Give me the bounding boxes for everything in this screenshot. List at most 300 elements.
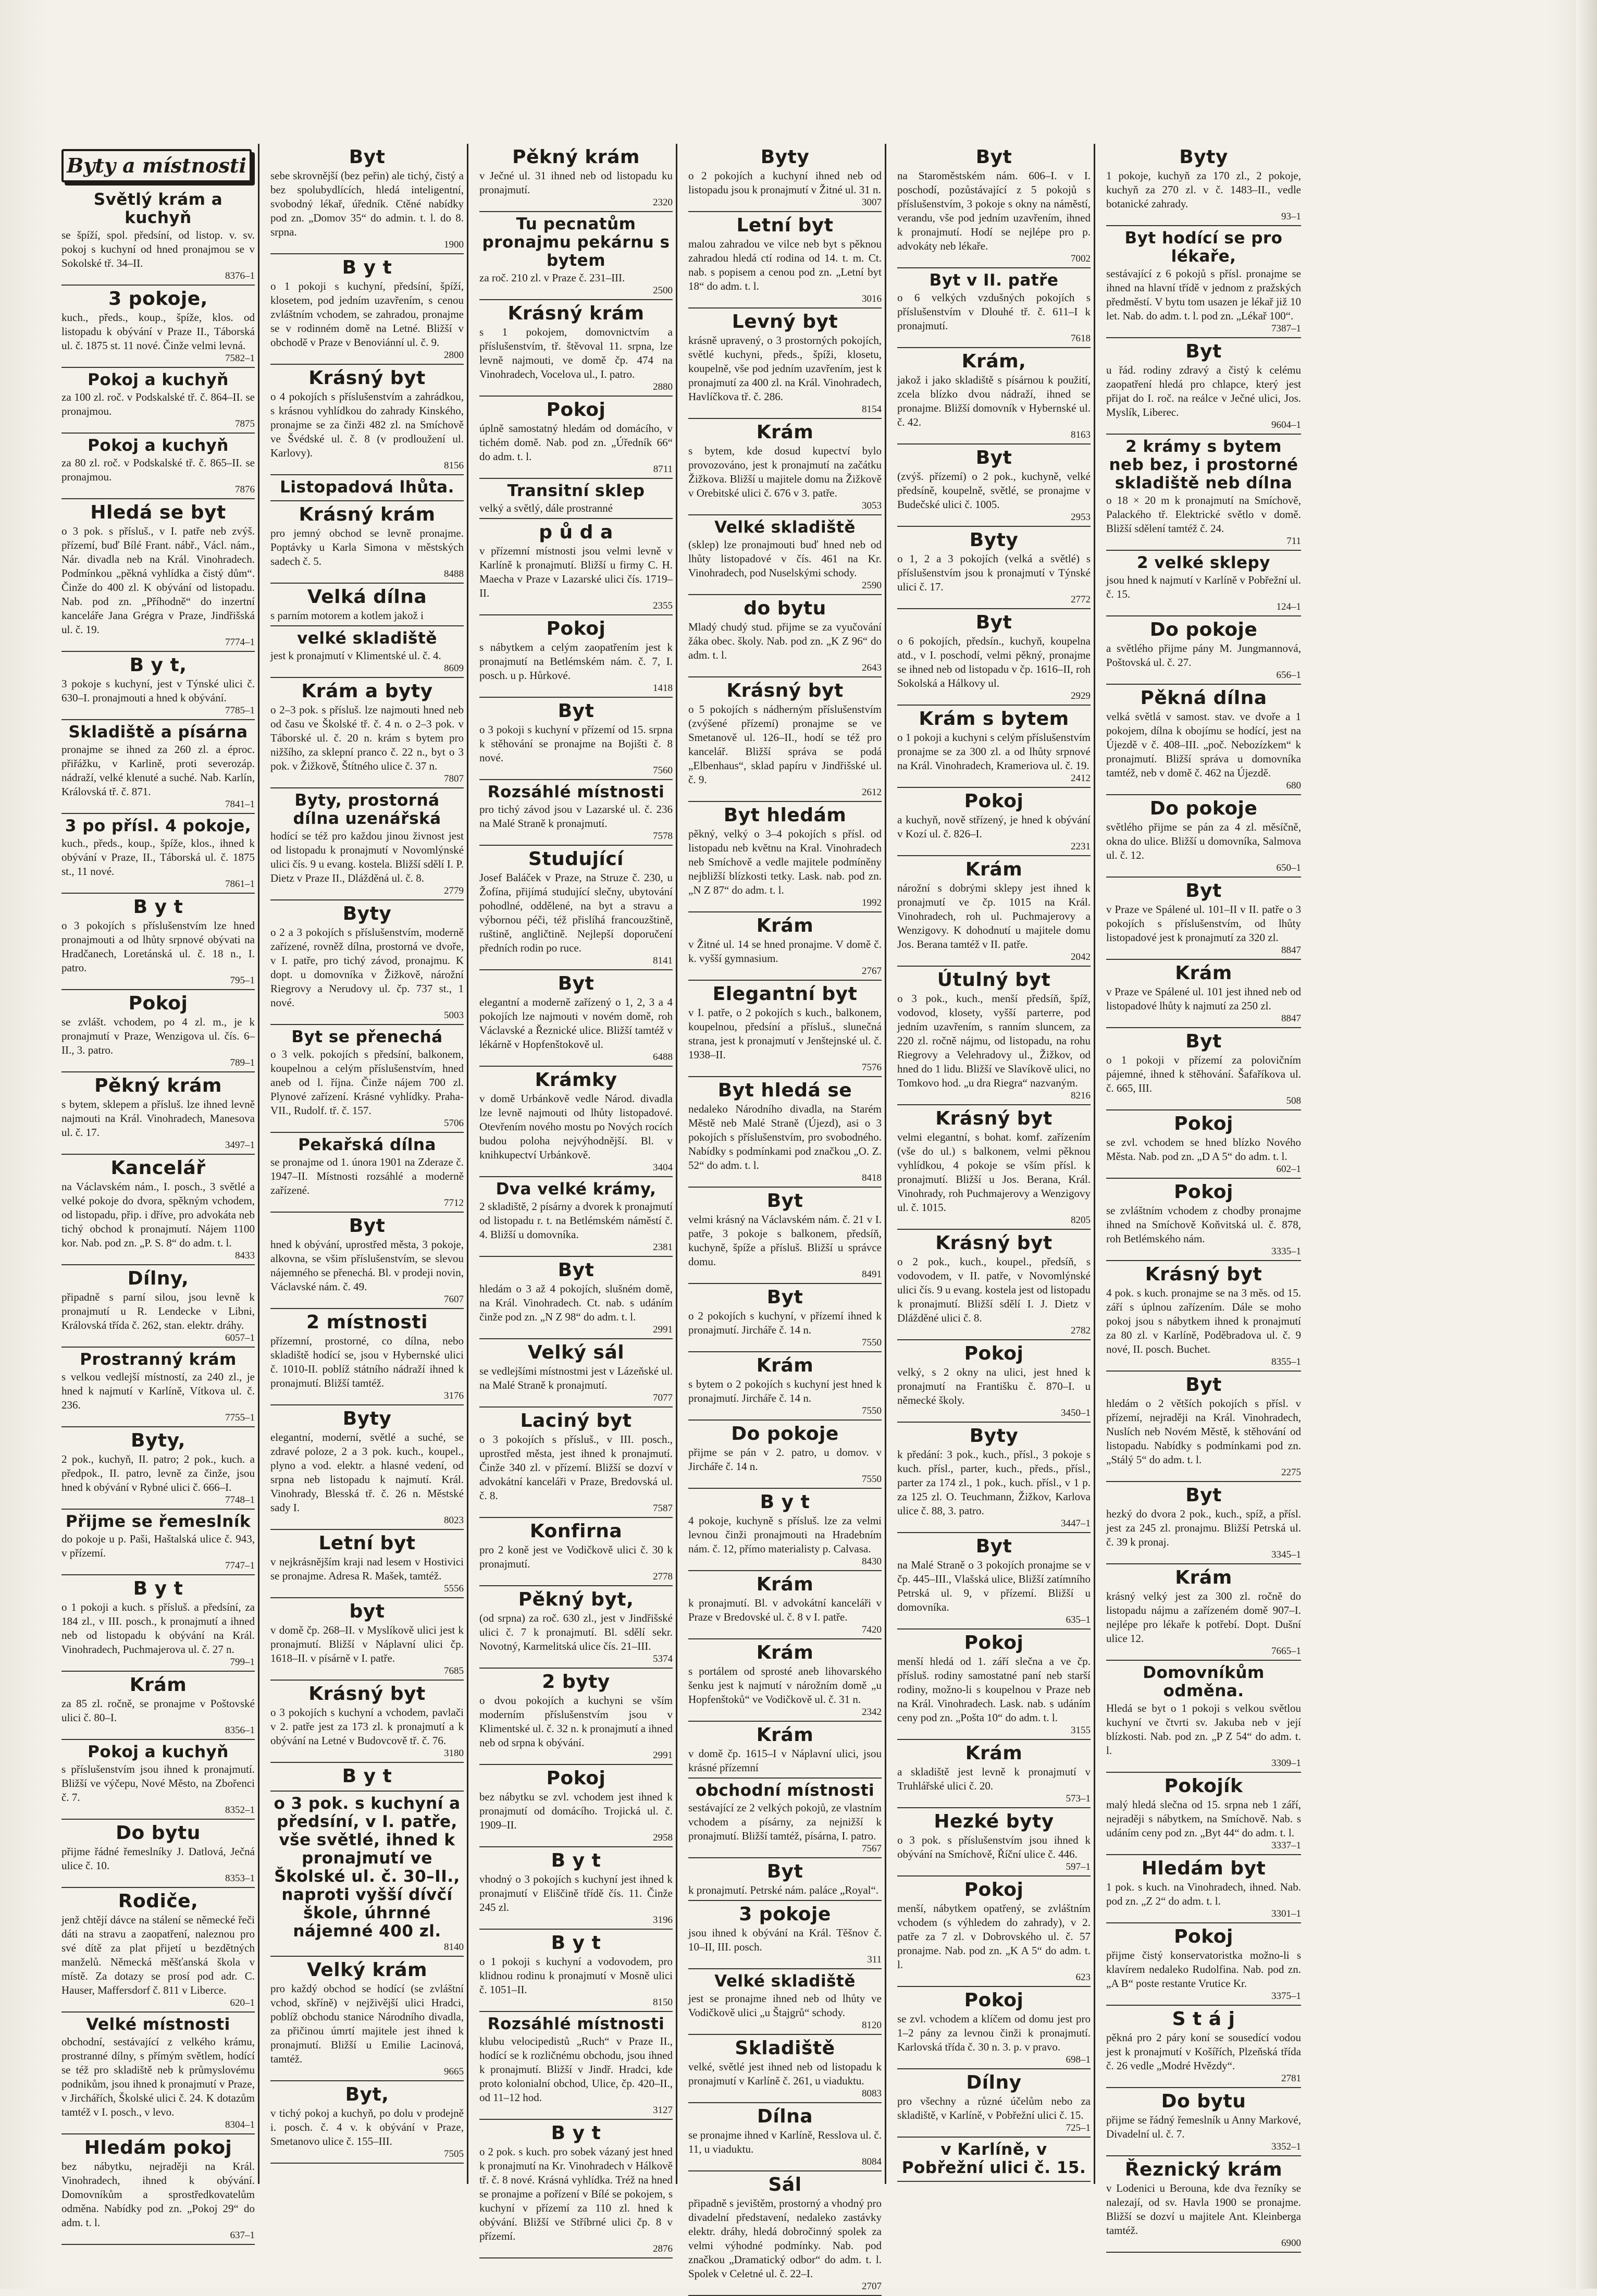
ad-headline: Byty, prostorná dílna uzenářská [293, 791, 441, 828]
ad-reference-number: 3016 [862, 293, 882, 304]
ad-text: jenž chtějí dávce na stálení se německé řeči dáti na stravu a zaopatření, naleznou pro své dítě za plat přijetí u bezdětných manželů. Německá měšťanská škola v místě. Za dotazy se prosí pod adr. C. Hauser, Maffersdorf č. 811 v Liberce. [61, 1914, 255, 1996]
classified-ad [270, 1792, 464, 1957]
ad-text: o 2 a 3 pokojích s příslušenstvím, moderně zařízené, rovněž dílna, prostorná ve dvoře, v I. patře, pro tichý závod, pronajmu. K dopt. u domovníka v Žižkově, nárožní Riegrovy a Nerudovy ul. čp. 737 st., 1 nové. [270, 926, 464, 1009]
ad-text: za 80 zl. roč. v Podskalské tř. č. 865–II. se pronajmou. [61, 456, 255, 483]
ad-reference-number: 2876 [653, 2243, 673, 2254]
ad-headline: Řeznický krám [1124, 2159, 1283, 2180]
classified-ad [61, 814, 255, 894]
classified-ad [61, 1672, 255, 1740]
ad-reference-number: 3345–1 [1271, 1549, 1301, 1560]
classified-ad [897, 1987, 1091, 2069]
ad-reference-number: 9604–1 [1271, 419, 1301, 430]
column-4 [685, 144, 886, 2292]
ad-text: 1 pokoje, kuchyň za 170 zl., 2 pokoje, kuchyň za 270 zl. v č. 1483–II., vedle botanické zahrady. [1106, 169, 1301, 210]
ad-reference-number: 2953 [1071, 512, 1091, 523]
ad-headline: Velká dílna [307, 586, 427, 608]
ad-reference-number: 7875 [235, 418, 255, 429]
classified-ad [479, 212, 673, 300]
ad-text: o 4 pokojích s příslušenstvím a zahrádkou, s krásnou vyhlídkou do zahrady Kinského, pronajme se za činži 482 zl. na Smíchově ve Švédské ul. č. 8 (v prodloužení ul. Karlovy). [270, 390, 464, 459]
classified-ad [897, 527, 1091, 609]
classified-ad [1106, 1261, 1301, 1372]
ad-text: v Ječné ul. 31 ihned neb od listopadu ku pronajmutí. [479, 169, 673, 196]
classified-ad [1106, 435, 1301, 551]
ad-headline: byt [349, 1601, 385, 1622]
ad-text: elegantní a moderně zařízený o 1, 2, 3 a 4 pokojích lze najmouti v novém domě, roh Václavské a Řeznické ulice. Bližší tamtéž v lékárně v Hopfenštokově ul. [479, 996, 673, 1051]
ad-reference-number: 8216 [1071, 1090, 1091, 1101]
ad-reference-number: 7861–1 [225, 879, 255, 890]
ad-text: se zvláštním vchodem z chodby pronajme ihned na Smíchově Koňvitská ul. č. 878, roh Betlémského nám. [1106, 1204, 1301, 1245]
ad-reference-number: 2929 [1071, 690, 1091, 701]
ad-text: s bytem, kde dosud kupectví bylo provozováno, jest k pronajmutí na začátku Žižkova. Bližší u majitele domu na Žižkově v Orebitské ulici č. 676 v 3. patře. [688, 445, 882, 499]
ad-headline: B y t [133, 896, 183, 918]
ad-headline: Pokojík [1164, 1775, 1243, 1797]
ad-reference-number: 8355–1 [1271, 1356, 1301, 1367]
ad-text: a skladiště jest levně k pronajmutí v Truhlářské ulici č. 20. [897, 1766, 1091, 1792]
ad-text: o dvou pokojích a kuchyni se vším moderním příslušenstvím jsou v Klimentské ul. č. 32 n. k pronajmutí a ihned neb od srpna k obývání. [479, 1694, 673, 1749]
classified-ad [270, 365, 464, 475]
ad-headline: 3 po přísl. 4 pokoje, [65, 817, 252, 835]
classified-ad [270, 788, 464, 900]
ad-text: a kuchyň, nově střízený, je hned k obývání v Kozí ul. č. 826–I. [897, 813, 1091, 840]
ad-reference-number: 8433 [235, 1250, 255, 1261]
ad-text: u řád. rodiny zdravý a čistý k celému zaopatření hledá pro chlapce, který jest přijat do I. roč. na reálce v Ječné ulici, Jos. Myslík, Liberec. [1106, 364, 1301, 418]
ad-text: o 1 pokoji v přízemí za polovičním pájemné, ihned k stěhování. Šafaříkova ul. č. 665, III. [1106, 1054, 1301, 1094]
ad-text: o 3 velk. pokojích s předsíní, balkonem, koupelnou a celým příslušenstvím, hned aneb od l. října. Činže nájem 700 zl. Plynové zařízení. Krásné vyhlídky. Praha-VII., Rudolf. tř. č. 157. [270, 1048, 464, 1117]
classified-ad [1106, 338, 1301, 435]
ad-reference-number: 8418 [862, 1172, 882, 1183]
classified-ad [479, 2012, 673, 2120]
ad-headline: Pokoj [964, 1632, 1024, 1653]
classified-ad [688, 2035, 882, 2103]
ad-text: v domě čp. 1615–I v Náplavní ulici, jsou krásné přízemní [688, 1747, 882, 1774]
ad-text: úplně samostatný hledám od domácího, v tichém domě. Nab. pod zn. „Úředník 66“ do adm. t. l. [479, 422, 673, 463]
ad-text: hledám o 3 až 4 pokojích, slušném domě, na Král. Vinohradech. Ct. nab. s udáním činže pod zn. „N Z 98“ do adm. t. l. [479, 1282, 673, 1323]
ad-headline: v Karlíně, v Pobřežní ulici č. 15. [901, 2140, 1086, 2177]
ad-text: s bytem o 2 pokojích s kuchyní jest hned k pronajmutí. Jircháře č. 14 n. [688, 1378, 882, 1404]
ad-text: velké, světlé jest ihned neb od listopadu k pronajmutí v Karlíně č. 261, u viaduktu. [688, 2060, 882, 2087]
ad-text: s nábytkem a celým zaopatřením jest k pronajmutí na Betlémském nám. č. 7, I. posch. u p. Hůrkové. [479, 641, 673, 682]
ad-text: o 2 pokojích a kuchyní ihned neb od listopadu jsou k pronajmutí v Žitné ul. 31 n. [688, 169, 882, 196]
classified-ad [897, 1877, 1091, 1987]
ad-reference-number: 8711 [653, 464, 673, 475]
classified-ad [61, 434, 255, 499]
ad-reference-number: 3196 [653, 1915, 673, 1925]
ad-reference-number: 8847 [1281, 945, 1301, 956]
ad-headline: Prostranný krám [80, 1350, 237, 1369]
classified-ad [479, 1339, 673, 1408]
classified-ad [270, 1309, 464, 1405]
ad-headline: Pokoj a kuchyň [88, 436, 229, 455]
classified-ad [479, 970, 673, 1067]
ad-headline: Byt [349, 146, 386, 168]
classified-ad [479, 1765, 673, 1847]
ad-text: velký a světlý, dále prostranné [479, 502, 613, 514]
ad-reference-number: 7582–1 [225, 353, 255, 364]
ad-headline: Studující [528, 848, 624, 870]
classified-ad [1106, 1110, 1301, 1179]
ad-headline: 2 krámy s bytem neb bez, i prostorné skladiště neb dílna [1109, 437, 1298, 492]
ad-text: 3 pokoje s kuchyní, jest v Týnské ulici č. 630–I. pronajmouti a hned k obývání. [61, 677, 255, 704]
classified-ad [61, 499, 255, 652]
ad-reference-number: 2991 [653, 1324, 673, 1335]
ad-text: o 2–3 pok. s přísluš. lze najmouti hned neb od času ve Školské tř. č. 4 n. o 2–3 pok. v Táborské ul. č. 20 n. krám s bytem pro nižšího, za sklepní pranco č. 22 n., byt o 3 pok. v Žižkově, Štítného ulice č. 37 n. [270, 703, 464, 772]
ad-headline: B y t [342, 257, 392, 278]
classified-ad [270, 1763, 464, 1792]
ad-text: hledám o 2 větších pokojích s přísl. v přízemí, nejraději na Král. Vinohradech, Nuslích neb Novém Městě, k stěhování od listopadu. Nabídky s podmínkami pod zn. „Stálý 5“ do adm. t. l. [1106, 1397, 1301, 1466]
ad-headline: Velké skladiště [714, 518, 856, 537]
ad-text: 4 pokoje, kuchyně s přísluš. lze za velmi levnou činži pronajmouti na Hradebním nám. č. 12, přímo materialisty p. Calvasa. [688, 1514, 882, 1555]
classified-ad [270, 254, 464, 365]
ad-headline: Pekařská dílna [298, 1135, 436, 1154]
ad-reference-number: 1418 [653, 683, 673, 694]
classified-ad [688, 802, 882, 912]
ad-text: Josef Baláček v Praze, na Struze č. 230, u Žofína, přijímá studující slečny, ubytování pohodlné, oddělené, na byt a stravu a výbornou péči, též přislíhá francouzštině, ruštině, angličtině. Nejlepší doporučení předních rodin po ruce. [479, 871, 673, 954]
ad-headline: Do pokoje [1149, 798, 1258, 819]
ad-reference-number: 7578 [653, 831, 673, 842]
classified-ad [61, 188, 255, 286]
ad-reference-number: 7747–1 [225, 1560, 255, 1571]
ad-text: pro všechny a různé účelům nebo za skladiště, v Karlíně, v Pobřežní ulici č. 15. [897, 2095, 1091, 2121]
ad-reference-number: 7002 [1071, 253, 1091, 264]
ad-reference-number: 2767 [862, 966, 882, 977]
ad-reference-number: 7420 [862, 1624, 882, 1635]
ad-headline: Krásný krám [507, 303, 645, 324]
classified-ad [270, 1213, 464, 1309]
ad-reference-number: 3404 [653, 1162, 673, 1173]
ad-text: s 1 pokojem, domovnictvím a příslušenstvím, tř. štěvoval 11. srpna, lze levně najmouti, ve domě čp. 474 na Vinohradech, Vocelova ul., I. patro. [479, 326, 673, 380]
ad-reference-number: 7785–1 [225, 705, 255, 716]
ad-text: světlého přijme se pán za 4 zl. měsíčně, okna do ulice. Bližší u domovníka, Salmova ul. č. 12. [1106, 821, 1301, 861]
classified-ad [688, 212, 882, 308]
classified-ad [688, 1571, 882, 1639]
ad-reference-number: 6488 [653, 1052, 673, 1063]
ad-reference-number: 7550 [862, 1405, 882, 1416]
ad-headline: Byt [558, 700, 595, 722]
classified-ad [479, 1930, 673, 2012]
ad-headline: Velké místnosti [86, 2015, 230, 2034]
classified-ad [897, 2138, 1091, 2182]
ad-headline: B y t, [129, 655, 187, 676]
ad-reference-number: 2958 [653, 1832, 673, 1843]
section-title: Byty a místnosti [61, 149, 252, 182]
classified-ad [688, 515, 882, 595]
ad-text: 2 pok., kuchyň, II. patro; 2 pok., kuch. a předpok., II. patro, levně za činže, jsou hned k obývání v Rybné ulici č. 666–I. [61, 1453, 255, 1493]
ad-reference-number: 2800 [444, 350, 464, 361]
ad-text: do pokoje u p. Paši, Haštalská ulice č. 943, v přízemí. [61, 1533, 255, 1559]
ad-headline: Pokoj a kuchyň [88, 371, 229, 389]
ad-headline: Sál [768, 2174, 802, 2195]
ad-reference-number: 8488 [444, 569, 464, 579]
classified-ad [270, 1405, 464, 1530]
classified-ad [270, 900, 464, 1025]
classified-ad [897, 967, 1091, 1105]
ad-headline: obchodní místnosti [695, 1781, 875, 1800]
ad-headline: do bytu [744, 598, 826, 619]
classified-ad [1106, 2156, 1301, 2253]
ad-reference-number: 8120 [862, 2020, 882, 2031]
ad-text: velký, s 2 okny na ulici, jest hned k pronajmutí na Františku č. 870–I. u německé školy. [897, 1366, 1091, 1406]
ad-headline: Kancelář [110, 1157, 206, 1179]
page-edge [1576, 0, 1597, 2289]
classified-ad [61, 1510, 255, 1575]
classified-ad [61, 286, 255, 368]
ad-reference-number: 7550 [862, 1474, 882, 1485]
ad-text: velmi krásný na Václavském nám. č. 21 v I. patře, 3 pokoje s balkonem, předsíň, kuchyně, špíže a přísluš. Bližší u správce domu. [688, 1213, 882, 1268]
ad-headline: Krám a byty [301, 681, 433, 702]
ad-text: s velkou vedlejší místností, za 240 zl., je hned k najmutí v Karlíně, Vítkova ul. č. 236. [61, 1371, 255, 1411]
classified-ad [897, 1740, 1091, 1808]
classified-ad [897, 445, 1091, 527]
ad-text: se vedlejšími místnostmi jest v Lázeňské ul. na Malé Straně k pronajmutí. [479, 1365, 673, 1391]
ad-reference-number: 3352–1 [1271, 2141, 1301, 2152]
ad-reference-number: 1992 [862, 897, 882, 908]
ad-text: připadně s parní silou, jsou levně k pronajmutí u R. Lendecke v Libni, Královská třída č. 262, stan. elektr. dráhy. [61, 1291, 255, 1331]
ad-headline: Byty [969, 1425, 1019, 1447]
ad-headline: Tu pecnatům pronajmu pekárnu s bytem [482, 215, 670, 270]
ad-reference-number: 8154 [862, 404, 882, 415]
classified-ad [479, 144, 673, 212]
ad-text: v I. patře, o 2 pokojích s kuch., balkonem, koupelnou, předsíní a přísluš., slunečná strana, jest k pronajmutí v Jenštejnské ul. č. 1938–II. [688, 1006, 882, 1061]
classified-ad [688, 1722, 882, 1779]
ad-reference-number: 656–1 [1276, 670, 1301, 681]
ad-headline: Byt se přenechá [291, 1028, 443, 1046]
ad-reference-number: 5374 [653, 1653, 673, 1664]
ad-text: 1 pok. s kuch. na Vinohradech, ihned. Nab. pod zn. „Z 2“ do adm. t. l. [1106, 1881, 1301, 1907]
ad-text: jsou hned k najmutí v Karlíně v Pobřežní ul. č. 15. [1106, 574, 1301, 600]
classified-ad [688, 1858, 882, 1901]
ad-headline: 2 místnosti [306, 1312, 428, 1333]
classified-ad [479, 1257, 673, 1339]
ad-text: s bytem, sklepem a přísluš. lze ihned levně najmouti na Král. Vinohradech, Manesova ul. č. 17. [61, 1098, 255, 1139]
classified-ad [270, 1957, 464, 2081]
ad-text: přijme se pán v 2. patro, u domov. v Jircháře č. 14 n. [688, 1446, 882, 1473]
ad-text: menší hledá od 1. září slečna a ve čp. přísluš. rodiny samostatné paní neb starší rodiny, možno-li s koupelnou v Praze neb na Král. Vinohradech. Lask. nab. s udáním ceny pod zn. „Pošta 10“ do adm. t. l. [897, 1655, 1091, 1724]
classified-ad [270, 475, 464, 501]
classified-ad [897, 348, 1091, 445]
classified-ad [270, 144, 464, 254]
ad-headline: Krámky [535, 1069, 617, 1091]
ad-headline: Krám, [961, 351, 1026, 372]
classified-ad [1106, 795, 1301, 878]
ad-headline: Byt hledá se [717, 1080, 852, 1101]
ad-headline: Pokoj [1174, 1113, 1233, 1134]
ad-headline: Světlý krám a kuchyň [93, 190, 223, 227]
ad-headline: Levný byt [732, 311, 838, 332]
classified-ad [688, 308, 882, 419]
classified-ad [688, 677, 882, 802]
ad-text: 4 pok. s kuch. pronajme se na 3 měs. od 15. září s úplnou zařízením. Dále se moho pokoj jsou s nábytkem ihned k pronajmutí za 80 zl. v Karlíně, Poděbradova ul. č. 9 nové, II. posch. Buchet. [1106, 1287, 1301, 1355]
ad-text: k předání: 3 pok., kuch., přísl., 3 pokoje s kuch. přísl., parter, kuch., předs., přísl., parter za 174 zl., 1 pok., kuch. přísl., v 1 p. za 125 zl. O. Teuchmann, Žižkov, Karlova ulice č. 88, 3. patro. [897, 1448, 1091, 1517]
ad-text: za roč. 210 zl. v Praze č. 231–III. [479, 271, 625, 284]
classified-ad [270, 626, 464, 678]
ad-headline: Dílny [966, 2072, 1022, 2093]
classified-ad [479, 615, 673, 698]
ad-text: o 6 velkých vzdušných pokojích s příslušenstvím v Dlouhé tř. č. 611–I k pronajmutí. [897, 291, 1091, 332]
classified-ad [897, 856, 1091, 967]
ad-headline: Rodiče, [118, 1891, 199, 1912]
ad-reference-number: 2342 [862, 1707, 882, 1718]
ad-text: přízemní, prostorné, co dílna, nebo skladiště hodící se, jsou v Hybernské ulici č. 1010-II. poblíž státního nádraží ihned k pronajmutí. Bližší tamtéž. [270, 1335, 464, 1389]
classified-ad [897, 706, 1091, 788]
ad-headline: Pokoj [546, 399, 606, 421]
classified-ad [1106, 1661, 1301, 1773]
ad-text: o 1 pokoji a kuchyni s celým příslušenstvím pronajme se za 300 zl. a od lhůty srpnové na Král. Vinohradech, Krameriova ul. č. 19. [897, 731, 1091, 772]
ad-text: o 5 pokojích s nádherným příslušenstvím (zvýšené přízemí) pronajme se ve Smetanově ul. 126–II., hodí se též pro kancelář. Bližší správa se podá „Elbenhaus“, sklad papíru v Jindřišské ul. č. 9. [688, 703, 882, 786]
ad-text: přijme řádné řemeslníky J. Datlová, Ječná ulice č. 10. [61, 1845, 255, 1872]
ad-reference-number: 3497–1 [225, 1140, 255, 1151]
classified-ad [897, 1105, 1091, 1230]
classified-ad [897, 2069, 1091, 2138]
ad-reference-number: 2991 [653, 1750, 673, 1761]
ad-headline: Hledám pokoj [84, 2137, 232, 2158]
ad-headline: Hledá se byt [90, 502, 226, 523]
ad-headline: Pěkný krám [94, 1075, 222, 1096]
ad-reference-number: 2880 [653, 381, 673, 392]
ad-text: krásně upravený, o 3 prostorných pokojích, světlé kuchyni, předs., špíži, klosetu, koupelně, vše pod jedním uzavřením, jest k pronajmutí za 400 zl. na Král. Vinohradech, Havlíčkova tř. č. 286. [688, 334, 882, 403]
ad-reference-number: 3301–1 [1271, 1908, 1301, 1919]
classified-ad [61, 1888, 255, 2013]
ad-headline: Rozsáhlé místnosti [487, 783, 665, 801]
classified-ad [479, 519, 673, 615]
ad-text: sestávající z 6 pokojů s přísl. pronajme se ihned na hlavní třídě v jednom z pražských předměstí. V bytu tom usazen je lékař již 10 let. Nab. do adm. t. l. pod zn. „Lékař 100“. [1106, 267, 1301, 322]
ad-text: se zvl. vchodem se hned blízko Nového Města. Nab. pod zn. „D A 5“ do adm. t. l. [1106, 1136, 1301, 1163]
ad-headline: B y t [551, 1850, 601, 1871]
ad-reference-number: 7665–1 [1271, 1646, 1301, 1657]
classified-columns [58, 144, 1516, 2292]
classified-ad [479, 1847, 673, 1930]
ad-reference-number: 3335–1 [1271, 1246, 1301, 1257]
ad-text: za 100 zl. roč. v Podskalské tř. č. 864–II. se pronajmou. [61, 391, 255, 417]
ad-text: krásný velký jest za 300 zl. ročně do listopadu nájmu a zařízeném domě 907–I. nejlépe pro lékaře k potřebí. Dopt. Dušní ulice 12. [1106, 1590, 1301, 1645]
classified-ad [1106, 685, 1301, 795]
classified-ad [61, 1427, 255, 1510]
ad-text: v Lodenici u Berouna, kde dva řezníky se nalezají, od sv. Havla 1900 se pronajme. Bližší se dozví u majitele Ant. Kleinberga tamtéž. [1106, 2182, 1301, 2237]
ad-headline: Krám [756, 1724, 814, 1746]
ad-headline: Byt hledám [723, 805, 847, 826]
ad-text: se pronajme ihned v Karlíně, Resslova ul. č. 11, u viaduktu. [688, 2129, 882, 2155]
ad-headline: Byty [760, 146, 810, 168]
classified-ad [61, 2013, 255, 2134]
ad-headline: Domovníkům odměna. [1143, 1663, 1265, 1700]
column-1 [58, 144, 259, 2241]
ad-headline: Letní byt [736, 215, 834, 236]
ad-text: jakož i jako skladiště s písárnou k použití, zcela blízko dvou nádraží, ihned se pronajme. Bližší domovník v Hybernské ul. č. 42. [897, 374, 1091, 428]
ad-headline: Byt [1185, 880, 1222, 902]
ad-headline: Byt [975, 146, 1012, 168]
ad-text: přijme čistý konservatoristka možno-li s klavírem nedaleko Rudolfina. Nab. pod zn. „A B“ poste restante Vrutice Kr. [1106, 1949, 1301, 1990]
ad-text: s parním motorem a kotlem jakož i [270, 609, 424, 622]
ad-text: velká světlá v samost. stav. ve dvoře a 1 pokojem, dílna k obojímu se hodící, jest na Újezdě v č. 408–III. „poč. Nebozízkem“ k pronajmutí. Bližší správa u domovníka tamtéž, neb v domě č. 462 na Újezdě. [1106, 710, 1301, 779]
ad-headline: Přijme se řemeslník [65, 1512, 251, 1531]
ad-headline: Pokoj [964, 1343, 1024, 1364]
ad-reference-number: 3447–1 [1061, 1518, 1091, 1529]
classified-ad [1106, 1773, 1301, 1855]
classified-ad [688, 981, 882, 1077]
classified-ad [688, 144, 882, 212]
classified-ad [1106, 1923, 1301, 2006]
ad-reference-number: 1900 [444, 239, 464, 250]
ad-text: v domě čp. 268–II. v Myslíkově ulici jest k pronajmutí. Bližší v Náplavní ulici čp. 1618–II. v písárně v I. patře. [270, 1624, 464, 1664]
classified-ad [1106, 878, 1301, 960]
ad-reference-number: 2781 [1281, 2073, 1301, 2084]
ad-headline: Byt [766, 1861, 803, 1882]
ad-reference-number: 5003 [444, 1010, 464, 1021]
classified-ad [61, 1072, 255, 1155]
classified-ad [479, 1669, 673, 1765]
ad-headline: Listopadová lhůta. [280, 478, 454, 497]
ad-text: o 3 pok. s příslušenstvím jsou ihned k obývání na Smíchově, Říční ulice č. 446. [897, 1834, 1091, 1860]
ad-reference-number: 711 [1286, 536, 1301, 547]
ad-reference-number: 635–1 [1066, 1614, 1091, 1625]
ad-reference-number: 2500 [653, 285, 673, 296]
ad-reference-number: 637–1 [230, 2230, 255, 2241]
ad-headline: Krásný krám [299, 504, 436, 525]
classified-ad [688, 2171, 882, 2296]
ad-headline: B y t [760, 1491, 810, 1513]
classified-ad [270, 1530, 464, 1598]
ad-reference-number: 573–1 [1066, 1793, 1091, 1804]
classified-ad [479, 2120, 673, 2258]
ad-reference-number: 2779 [444, 885, 464, 896]
ad-reference-number: 3180 [444, 1748, 464, 1759]
ad-headline: Rozsáhlé místnosti [487, 2015, 665, 2033]
classified-ad [1106, 1564, 1301, 1661]
ad-headline: Krásný byt [1145, 1264, 1262, 1285]
classified-ad [270, 678, 464, 788]
ad-reference-number: 8304–1 [225, 2119, 255, 2130]
ad-text: pro 2 koně jest ve Vodičkově ulici č. 30 k pronajmutí. [479, 1544, 673, 1570]
classified-ad [61, 652, 255, 720]
ad-headline: Krám s bytem [919, 708, 1069, 730]
column-6 [1103, 144, 1304, 2249]
ad-headline: Pokoj [546, 1768, 606, 1789]
classified-ad [479, 698, 673, 780]
ad-text: o 2 pok. s kuch. pro sobek vázaný jest hned k pronajmutí na Kr. Vinohradech v Hálkově tř. č. 8 nové. Krásná vyhlídka. Tréž na hned se pronajme a pořízení v Bílé se pokojem, s kuchyní v přízemí za 110 zl. hned k obývání. Bližší ve Stříbrné ulici čp. 8 v přízemí. [479, 2145, 673, 2242]
ad-reference-number: 2042 [1071, 952, 1091, 962]
ad-headline: 2 velké sklepy [1137, 553, 1270, 572]
ad-headline: Do bytu [116, 1822, 201, 1844]
ad-reference-number: 7807 [444, 773, 464, 784]
ad-headline: Krásný byt [308, 367, 426, 389]
ad-text: a světlého přijme pány M. Jungmannová, Poštovská ul. č. 27. [1106, 642, 1301, 669]
ad-text: za 85 zl. ročně, se pronajme v Poštovské ulici č. 80–I. [61, 1697, 255, 1724]
classified-ad [688, 419, 882, 515]
ad-reference-number: 7576 [862, 1062, 882, 1073]
classified-ad [61, 1820, 255, 1888]
ad-text: sebe skrovnější (bez peřin) ale tichý, čistý a bez spolubydlících, hledá inteligentní, svobodný lékař, úředník. Ctěné nabídky pod zn. „Domov 35“ do admin. t. l. do 8. srpna. [270, 169, 464, 238]
ad-text: malý hledá slečna od 15. srpna neb 1 září, nejraději s nábytkem, na Smíchově. Nab. s udáním ceny pod zn. „Byt 44“ do adm. t. l. [1106, 1798, 1301, 1839]
ad-reference-number: 7712 [444, 1198, 464, 1208]
ad-text: o 1 pokoji s kuchyní, předsíní, špíží, klosetem, pod jedním uzavřením, s cenou zvláštním vchodem, se zahradou, pronajme se v rodinném domě na Letné. Bližší v obchodě v Praze v Benoviánní ul. č. 9. [270, 280, 464, 349]
ad-text: na Malé Straně o 3 pokojích pronajme se v čp. 445–III., Vlašská ulice, Bližší zatímního Petrská ul. 9, v přízemí. Bližší u domovníka. [897, 1559, 1091, 1613]
ad-text: k pronajmutí. Bl. v advokátní kanceláři v Praze v Bredovské ul. č. 8 v I. patře. [688, 1597, 882, 1623]
ad-headline: Krám [756, 1355, 814, 1376]
classified-ad [1106, 226, 1301, 338]
ad-headline: Pěkná dílna [1140, 687, 1267, 709]
classified-ad [897, 1630, 1091, 1740]
classified-ad [479, 1518, 673, 1586]
ad-headline: Krásný byt [726, 680, 844, 701]
ad-headline: Hledám byt [1141, 1858, 1266, 1879]
ad-reference-number: 124–1 [1276, 601, 1301, 612]
classified-ad [688, 1779, 882, 1858]
ad-reference-number: 7685 [444, 1665, 464, 1676]
ad-headline: Krám [1175, 962, 1232, 984]
ad-reference-number: 620–1 [230, 1997, 255, 2008]
classified-ad [61, 368, 255, 434]
ad-headline: Krám [756, 1574, 814, 1595]
ad-text: v přízemní místnosti jsou velmi levně v Karlíně k pronajmutí. Bližší u firmy C. H. Maecha v Praze v Lazarské ulici čís. 1719–II. [479, 545, 673, 599]
